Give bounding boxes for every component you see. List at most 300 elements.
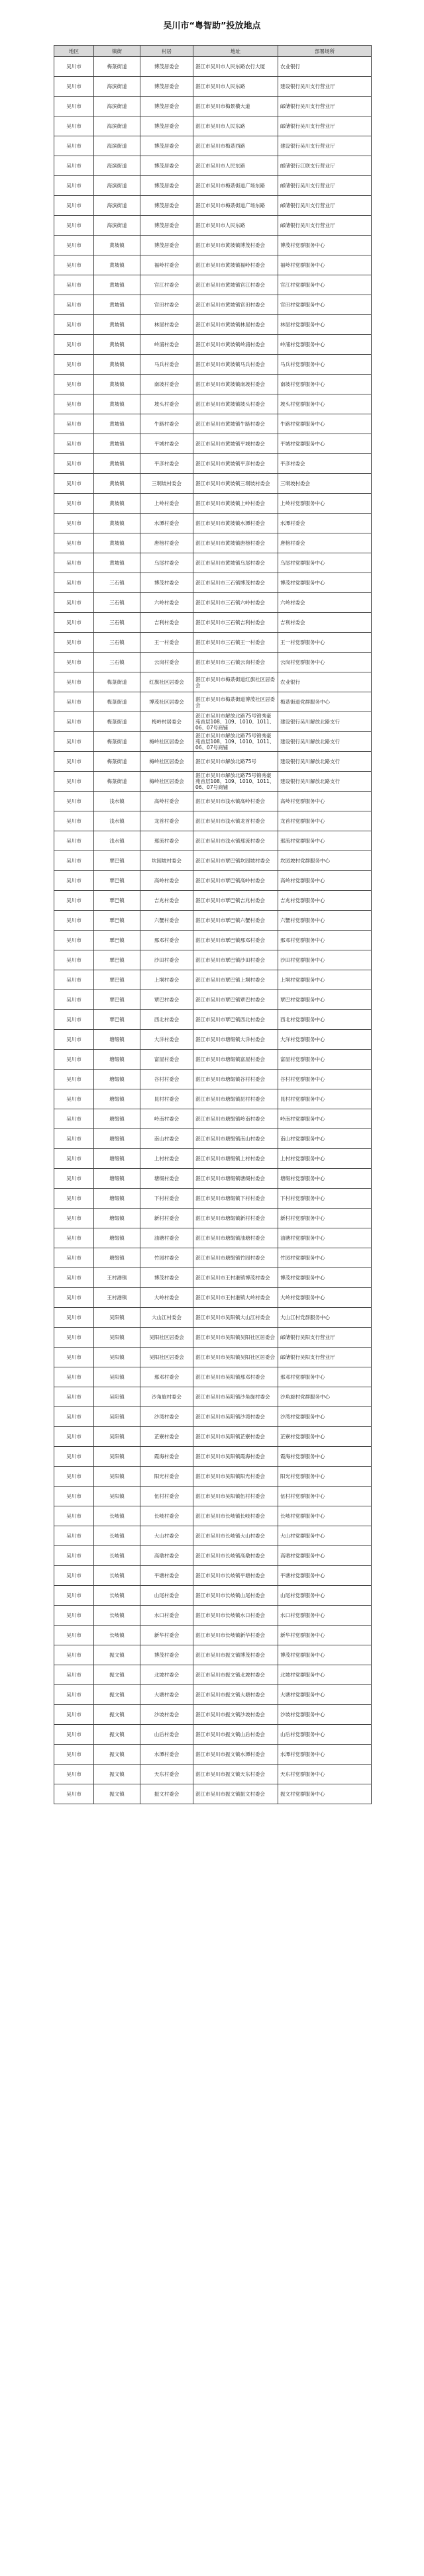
cell-address: 湛江市吴川市长岐镇大山村委会 [193,1526,278,1546]
cell-address: 湛江市吴川市黄坡镇水潭村委会 [193,514,278,533]
cell-region: 吴川市 [54,692,94,712]
cell-village: 上垌村委会 [140,970,193,990]
table-row [54,1765,372,1784]
cell-address: 湛江市吴川市解放北路75号锦秀豪苑首层108、109、1010、1011、06、07号商铺 [193,772,278,792]
cell-site: 大岭村党群服务中心 [278,1288,372,1308]
cell-site: 牛路村党群服务中心 [278,414,372,434]
cell-village: 吴阳社区居委会 [140,1348,193,1367]
cell-site: 沙田村党群服务中心 [278,950,372,970]
cell-site: 六岭村委会 [278,593,372,613]
cell-address: 湛江市吴川市三石镇王一村委会 [193,633,278,653]
cell-address: 湛江市吴川市人民东路 [193,156,278,176]
cell-region: 吴川市 [54,236,94,255]
cell-village: 云岗村委会 [140,653,193,672]
table-row [54,355,372,375]
cell-address: 湛江市吴川市黄坡镇林屋村委会 [193,315,278,335]
table-row [54,1209,372,1228]
header-town: 镇街 [94,46,140,57]
cell-town: 塘缀镇 [94,1050,140,1070]
table-row [54,1665,372,1685]
cell-town: 覃巴镇 [94,990,140,1010]
table-row [54,851,372,871]
cell-site: 龙首村党群服务中心 [278,811,372,831]
table-row [54,1427,372,1447]
cell-town: 塘缀镇 [94,1169,140,1189]
cell-village: 乌尾村委会 [140,553,193,573]
cell-address: 湛江市吴川市梅景横大道 [193,97,278,116]
cell-site: 邮储银行吴川支行营业厅 [278,216,372,236]
cell-town: 振文镇 [94,1685,140,1705]
cell-region: 吴川市 [54,1506,94,1526]
cell-town: 黄坡镇 [94,335,140,355]
cell-region: 吴川市 [54,871,94,891]
cell-site: 大洋村党群服务中心 [278,1030,372,1050]
cell-address: 湛江市吴川市吴阳镇霞海村委会 [193,1447,278,1467]
cell-town: 塘缀镇 [94,1030,140,1050]
cell-site: 南坡村党群服务中心 [278,375,372,394]
table-row [54,911,372,931]
cell-address: 湛江市吴川市振文镇山后村委会 [193,1725,278,1745]
cell-address: 湛江市吴川市覃巴镇那邓村委会 [193,931,278,950]
table-row [54,295,372,315]
cell-village: 大山村委会 [140,1526,193,1546]
cell-region: 吴川市 [54,1367,94,1387]
cell-town: 覃巴镇 [94,970,140,990]
table-row [54,772,372,792]
table-row [54,1328,372,1348]
table-row [54,1228,372,1248]
cell-town: 覃巴镇 [94,911,140,931]
cell-address: 湛江市吴川市长岐镇长岐村委会 [193,1506,278,1526]
cell-town: 吴阳镇 [94,1467,140,1487]
cell-region: 吴川市 [54,931,94,950]
cell-site: 平城村党群服务中心 [278,434,372,454]
cell-site: 吉利村委会 [278,613,372,633]
table-row [54,1407,372,1427]
cell-address: 湛江市吴川市三石镇云岗村委会 [193,653,278,672]
cell-town: 塘缀镇 [94,1089,140,1109]
cell-address: 湛江市吴川市吴阳镇大山江村委会 [193,1308,278,1328]
cell-address: 湛江市吴川市黄坡镇博茂村委会 [193,236,278,255]
cell-town: 振文镇 [94,1745,140,1765]
cell-town: 塘缀镇 [94,1109,140,1129]
cell-town: 长岐镇 [94,1586,140,1606]
cell-town: 塘缀镇 [94,1248,140,1268]
cell-address: 湛江市吴川市黄坡镇平城村委会 [193,434,278,454]
cell-town: 黄坡镇 [94,454,140,474]
cell-address: 湛江市吴川市黄坡镇乌尾村委会 [193,553,278,573]
cell-town: 长岐镇 [94,1546,140,1566]
cell-region: 吴川市 [54,712,94,732]
table-row [54,1348,372,1367]
cell-region: 吴川市 [54,1030,94,1050]
cell-region: 吴川市 [54,1089,94,1109]
cell-region: 吴川市 [54,1467,94,1487]
cell-address: 湛江市吴川市解放北路75号 [193,752,278,772]
cell-site: 昆村村党群服务中心 [278,1089,372,1109]
table-row [54,216,372,236]
cell-address: 湛江市吴川市覃巴镇六蟹村委会 [193,911,278,931]
cell-address: 湛江市吴川市梅菉街道红旗社区居委会 [193,672,278,692]
cell-village: 官江村委会 [140,275,193,295]
cell-region: 吴川市 [54,831,94,851]
cell-village: 高岭村委会 [140,792,193,811]
cell-village: 梅岭社区居委会 [140,772,193,792]
cell-region: 吴川市 [54,57,94,77]
cell-address: 湛江市吴川市塘缀镇岭南村委会 [193,1109,278,1129]
cell-town: 梅菉街道 [94,712,140,732]
cell-town: 梅菉街道 [94,692,140,712]
cell-region: 吴川市 [54,116,94,136]
cell-address: 湛江市吴川市黄坡镇唐榜村委会 [193,533,278,553]
cell-region: 吴川市 [54,1784,94,1804]
cell-village: 山尾村委会 [140,1586,193,1606]
cell-region: 吴川市 [54,196,94,216]
table-row [54,732,372,752]
cell-region: 吴川市 [54,792,94,811]
cell-town: 塘缀镇 [94,1209,140,1228]
cell-region: 吴川市 [54,1407,94,1427]
cell-address: 湛江市吴川市黄坡镇马兵村委会 [193,355,278,375]
cell-village: 平塘村委会 [140,1566,193,1586]
cell-town: 黄坡镇 [94,315,140,335]
table-row [54,831,372,851]
cell-address: 湛江市吴川市三石镇六岭村委会 [193,593,278,613]
cell-site: 高岭村党群服务中心 [278,871,372,891]
cell-village: 博茂居委会 [140,57,193,77]
cell-town: 海滨街道 [94,216,140,236]
cell-site: 阳光村党群服务中心 [278,1467,372,1487]
table-row [54,1189,372,1209]
cell-address: 湛江市吴川市吴阳镇吴阳社区居委会 [193,1348,278,1367]
table-row [54,255,372,275]
cell-village: 龙首村委会 [140,811,193,831]
cell-site: 高岭村党群服务中心 [278,792,372,811]
cell-address: 湛江市吴川市三石镇博茂村委会 [193,573,278,593]
cell-region: 吴川市 [54,633,94,653]
cell-village: 平城村委会 [140,434,193,454]
cell-village: 红旗社区居委会 [140,672,193,692]
cell-village: 霞海村委会 [140,1447,193,1467]
table-row [54,1288,372,1308]
cell-village: 博茂村委会 [140,1645,193,1665]
cell-village: 博茂居委会 [140,196,193,216]
cell-village: 大塘村委会 [140,1685,193,1705]
cell-site: 博茂村党群服务中心 [278,573,372,593]
cell-town: 长岐镇 [94,1566,140,1586]
cell-village: 伍村村委会 [140,1487,193,1506]
cell-town: 塘缀镇 [94,1228,140,1248]
cell-region: 吴川市 [54,1705,94,1725]
cell-site: 马兵村党群服务中心 [278,355,372,375]
cell-site: 林屋村党群服务中心 [278,315,372,335]
cell-town: 覃巴镇 [94,950,140,970]
cell-region: 吴川市 [54,414,94,434]
table-row [54,77,372,97]
table-row [54,474,372,494]
cell-address: 湛江市吴川市黄坡镇官田村委会 [193,295,278,315]
table-row [54,1010,372,1030]
table-row [54,57,372,77]
cell-address: 湛江市吴川市长岐镇山尾村委会 [193,1586,278,1606]
cell-village: 博茂居委会 [140,77,193,97]
cell-town: 吴阳镇 [94,1308,140,1328]
cell-site: 新村村党群服务中心 [278,1209,372,1228]
table-row [54,990,372,1010]
cell-site: 上村村党群服务中心 [278,1149,372,1169]
cell-address: 湛江市吴川市振文镇振文村委会 [193,1784,278,1804]
cell-village: 昆村村委会 [140,1089,193,1109]
cell-address: 湛江市吴川市振文镇大塘村委会 [193,1685,278,1705]
table-row [54,970,372,990]
cell-village: 梅岭社区居委会 [140,752,193,772]
cell-site: 邮储银行吴阳支行营业厅 [278,1328,372,1348]
cell-region: 吴川市 [54,1487,94,1506]
cell-town: 三石镇 [94,573,140,593]
cell-region: 吴川市 [54,295,94,315]
cell-village: 高墩村委会 [140,1546,193,1566]
cell-village: 梅岭社区居委会 [140,732,193,752]
cell-village: 博茂居委会 [140,176,193,196]
table-row [54,116,372,136]
cell-town: 黄坡镇 [94,295,140,315]
cell-site: 高墩村党群服务中心 [278,1546,372,1566]
cell-region: 吴川市 [54,1268,94,1288]
cell-site: 建设银行吴川解放北路支行 [278,772,372,792]
cell-region: 吴川市 [54,1765,94,1784]
table-row [54,275,372,295]
cell-town: 吴阳镇 [94,1407,140,1427]
cell-region: 吴川市 [54,1129,94,1149]
cell-region: 吴川市 [54,950,94,970]
cell-region: 吴川市 [54,672,94,692]
cell-region: 吴川市 [54,1725,94,1745]
cell-region: 吴川市 [54,1328,94,1348]
cell-region: 吴川市 [54,553,94,573]
cell-address: 湛江市吴川市解放北路75号锦秀豪苑首层108、109、1010、1011、06、07号商铺 [193,732,278,752]
table-row [54,1506,372,1526]
cell-town: 吴阳镇 [94,1348,140,1367]
cell-town: 海滨街道 [94,97,140,116]
cell-site: 霞海村党群服务中心 [278,1447,372,1467]
cell-site: 油塘村党群服务中心 [278,1228,372,1248]
cell-town: 吴阳镇 [94,1367,140,1387]
cell-village: 博茂居委会 [140,136,193,156]
table-row [54,1030,372,1050]
cell-town: 梅菉街道 [94,752,140,772]
cell-village: 新村村委会 [140,1209,193,1228]
cell-address: 湛江市吴川市吴阳镇沙湾村委会 [193,1407,278,1427]
header-site: 部署场所 [278,46,372,57]
cell-town: 黄坡镇 [94,414,140,434]
cell-village: 沙坡村委会 [140,1705,193,1725]
cell-town: 王村港镇 [94,1288,140,1308]
cell-region: 吴川市 [54,891,94,911]
cell-site: 上岭村党群服务中心 [278,494,372,514]
cell-village: 吉兆村委会 [140,891,193,911]
cell-village: 坎园坡村委会 [140,851,193,871]
cell-region: 吴川市 [54,1606,94,1626]
cell-address: 湛江市吴川市吴阳镇沙角旋村委会 [193,1387,278,1407]
cell-town: 浅水镇 [94,811,140,831]
cell-town: 振文镇 [94,1784,140,1804]
table-row [54,1586,372,1606]
cell-region: 吴川市 [54,533,94,553]
cell-village: 西北村委会 [140,1010,193,1030]
cell-address: 湛江市吴川市吴阳镇阳光村委会 [193,1467,278,1487]
cell-village: 新华村委会 [140,1626,193,1645]
cell-address: 湛江市吴川市梅菉街道广场东路 [193,176,278,196]
cell-town: 黄坡镇 [94,355,140,375]
cell-site: 王一村党群服务中心 [278,633,372,653]
cell-region: 吴川市 [54,1010,94,1030]
table-row [54,692,372,712]
cell-town: 黄坡镇 [94,394,140,414]
cell-site: 云岗村党群服务中心 [278,653,372,672]
cell-site: 建设银行吴川解放北路支行 [278,752,372,772]
cell-address: 湛江市吴川市吴阳镇那邓村委会 [193,1367,278,1387]
cell-site: 六蟹村党群服务中心 [278,911,372,931]
location-table [54,45,372,1804]
table-row [54,811,372,831]
cell-village: 振文村委会 [140,1784,193,1804]
cell-site: 水潭村党群服务中心 [278,1745,372,1765]
cell-village: 吉利村委会 [140,613,193,633]
cell-site: 大塘村党群服务中心 [278,1685,372,1705]
table-row [54,1685,372,1705]
cell-site: 西北村党群服务中心 [278,1010,372,1030]
cell-site: 邮储银行吴阳支行营业厅 [278,1348,372,1367]
cell-region: 吴川市 [54,315,94,335]
cell-address: 湛江市吴川市覃巴镇高岭村委会 [193,871,278,891]
table-row [54,891,372,911]
cell-site: 岭浦村党群服务中心 [278,335,372,355]
table-row [54,1248,372,1268]
table-row [54,315,372,335]
cell-region: 吴川市 [54,811,94,831]
cell-town: 黄坡镇 [94,514,140,533]
header-address: 地址 [193,46,278,57]
cell-village: 那邓村委会 [140,931,193,950]
cell-site: 邮储银行吴川支行营业厅 [278,196,372,216]
cell-region: 吴川市 [54,1665,94,1685]
cell-town: 振文镇 [94,1645,140,1665]
cell-site: 建设银行吴川解放北路支行 [278,712,372,732]
cell-address: 湛江市吴川市振文镇水潭村委会 [193,1745,278,1765]
cell-town: 海滨街道 [94,196,140,216]
cell-site: 邮储银行吴川支行营业厅 [278,176,372,196]
cell-region: 吴川市 [54,1566,94,1586]
cell-village: 长岐村委会 [140,1506,193,1526]
table-row [54,1089,372,1109]
cell-site: 新华村党群服务中心 [278,1626,372,1645]
cell-village: 水潭村委会 [140,1745,193,1765]
cell-address: 湛江市吴川市人民东路农行大厦 [193,57,278,77]
cell-site: 岭南村党群服务中心 [278,1109,372,1129]
table-row [54,375,372,394]
cell-region: 吴川市 [54,1169,94,1189]
cell-town: 梅菉街道 [94,57,140,77]
cell-town: 海滨街道 [94,116,140,136]
cell-address: 湛江市吴川市黄坡镇岭浦村委会 [193,335,278,355]
cell-town: 塘缀镇 [94,1149,140,1169]
cell-site: 那邓村党群服务中心 [278,1367,372,1387]
cell-village: 牛路村委会 [140,414,193,434]
cell-town: 振文镇 [94,1665,140,1685]
cell-village: 覃巴村委会 [140,990,193,1010]
cell-town: 吴阳镇 [94,1427,140,1447]
cell-address: 湛江市吴川市覃巴镇坎园坡村委会 [193,851,278,871]
cell-town: 三石镇 [94,613,140,633]
cell-village: 谷村村委会 [140,1070,193,1089]
table-row [54,1626,372,1645]
cell-region: 吴川市 [54,1070,94,1089]
cell-town: 长岐镇 [94,1526,140,1546]
cell-address: 湛江市吴川市振文镇天东村委会 [193,1765,278,1784]
cell-region: 吴川市 [54,394,94,414]
cell-region: 吴川市 [54,1308,94,1328]
table-row [54,1070,372,1089]
cell-town: 覃巴镇 [94,851,140,871]
cell-site: 沙湾村党群服务中心 [278,1407,372,1427]
table-row [54,553,372,573]
cell-site: 沙坡村党群服务中心 [278,1705,372,1725]
cell-site: 坡头村党群服务中心 [278,394,372,414]
cell-address: 湛江市吴川市振文镇沙坡村委会 [193,1705,278,1725]
cell-address: 湛江市吴川市振文镇博茂村委会 [193,1645,278,1665]
cell-village: 博茂居委会 [140,216,193,236]
cell-address: 湛江市吴川市浅水镇高岭村委会 [193,792,278,811]
cell-village: 坡头村委会 [140,394,193,414]
cell-address: 湛江市吴川市长岐镇平塘村委会 [193,1566,278,1586]
table-row [54,1129,372,1149]
table-row [54,1467,372,1487]
cell-site: 竹园村党群服务中心 [278,1248,372,1268]
cell-address: 湛江市吴川市覃巴镇上垌村委会 [193,970,278,990]
cell-town: 海滨街道 [94,156,140,176]
table-row [54,1784,372,1804]
cell-town: 塘缀镇 [94,1070,140,1089]
cell-address: 湛江市吴川市覃巴镇吉兆村委会 [193,891,278,911]
cell-site: 那邓村党群服务中心 [278,931,372,950]
table-row [54,494,372,514]
cell-town: 长岐镇 [94,1606,140,1626]
cell-village: 上岭村委会 [140,494,193,514]
cell-region: 吴川市 [54,1745,94,1765]
cell-region: 吴川市 [54,772,94,792]
cell-town: 黄坡镇 [94,275,140,295]
cell-town: 浅水镇 [94,831,140,851]
cell-address: 湛江市吴川市黄坡镇上岭村委会 [193,494,278,514]
cell-site: 邮储银行吴川支行营业厅 [278,116,372,136]
table-row [54,533,372,553]
cell-village: 那流村委会 [140,831,193,851]
cell-address: 湛江市吴川市塘缀镇大洋村委会 [193,1030,278,1050]
table-row [54,593,372,613]
table-row [54,1546,372,1566]
cell-address: 湛江市吴川市梅菉西路 [193,136,278,156]
cell-town: 振文镇 [94,1725,140,1745]
cell-village: 福岭村委会 [140,255,193,275]
table-row [54,1149,372,1169]
cell-town: 黄坡镇 [94,375,140,394]
cell-region: 吴川市 [54,732,94,752]
cell-address: 湛江市吴川市三石镇吉利村委会 [193,613,278,633]
cell-region: 吴川市 [54,1546,94,1566]
cell-address: 湛江市吴川市塘缀镇油塘村委会 [193,1228,278,1248]
table-row [54,1705,372,1725]
table-row [54,712,372,732]
